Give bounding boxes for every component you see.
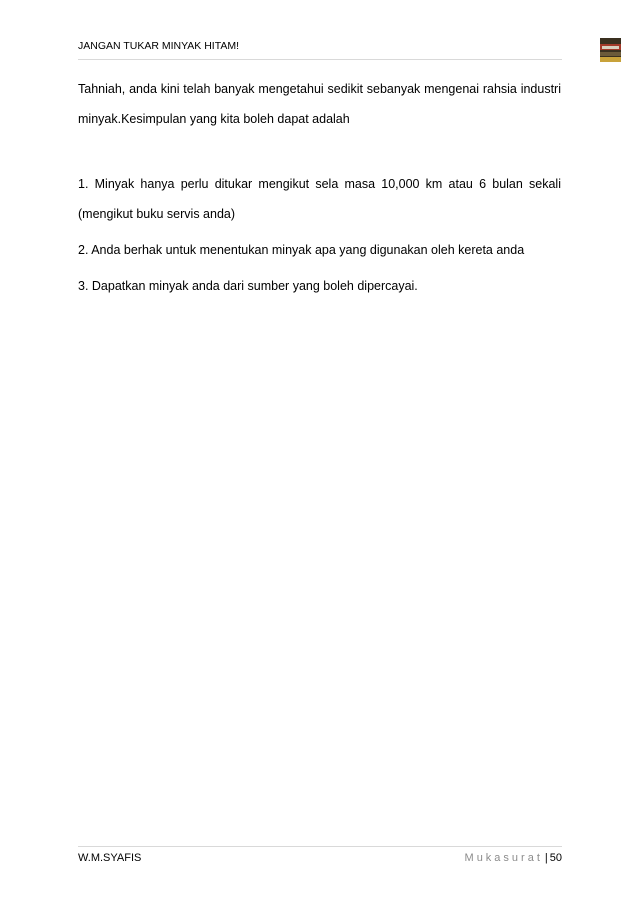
- footer-page-label: [465, 852, 562, 864]
- header-title: JANGAN TUKAR MINYAK HITAM!: [78, 40, 240, 52]
- paragraph-spacer: [78, 134, 561, 169]
- footer-rule: [78, 846, 562, 847]
- header-rule: [78, 59, 562, 60]
- footer-page-number: 50: [549, 852, 562, 864]
- point-3: 3. Dapatkan minyak anda dari sumber yang boleh dipercayai.: [78, 279, 418, 293]
- footer-author: W.M.SYAFIS: [78, 852, 142, 864]
- point-1: 1. Minyak hanya perlu ditukar mengikut sela masa 10,000 km atau 6 bulan sekali (mengikut buku servis anda): [78, 177, 561, 221]
- intro-paragraph: Tahniah, anda kini telah banyak mengetahui sedikit sebanyak mengenai rahsia industri minyak.Kesimpulan yang kita boleh dapat adalah: [78, 82, 561, 126]
- cover-thumbnail-icon: [600, 38, 621, 62]
- page-content: [78, 74, 561, 307]
- footer-separator: |: [544, 852, 548, 864]
- point-2: 2. Anda berhak untuk menentukan minyak apa yang digunakan oleh kereta anda: [78, 243, 525, 257]
- footer-page-word: Mukasurat: [464, 852, 543, 864]
